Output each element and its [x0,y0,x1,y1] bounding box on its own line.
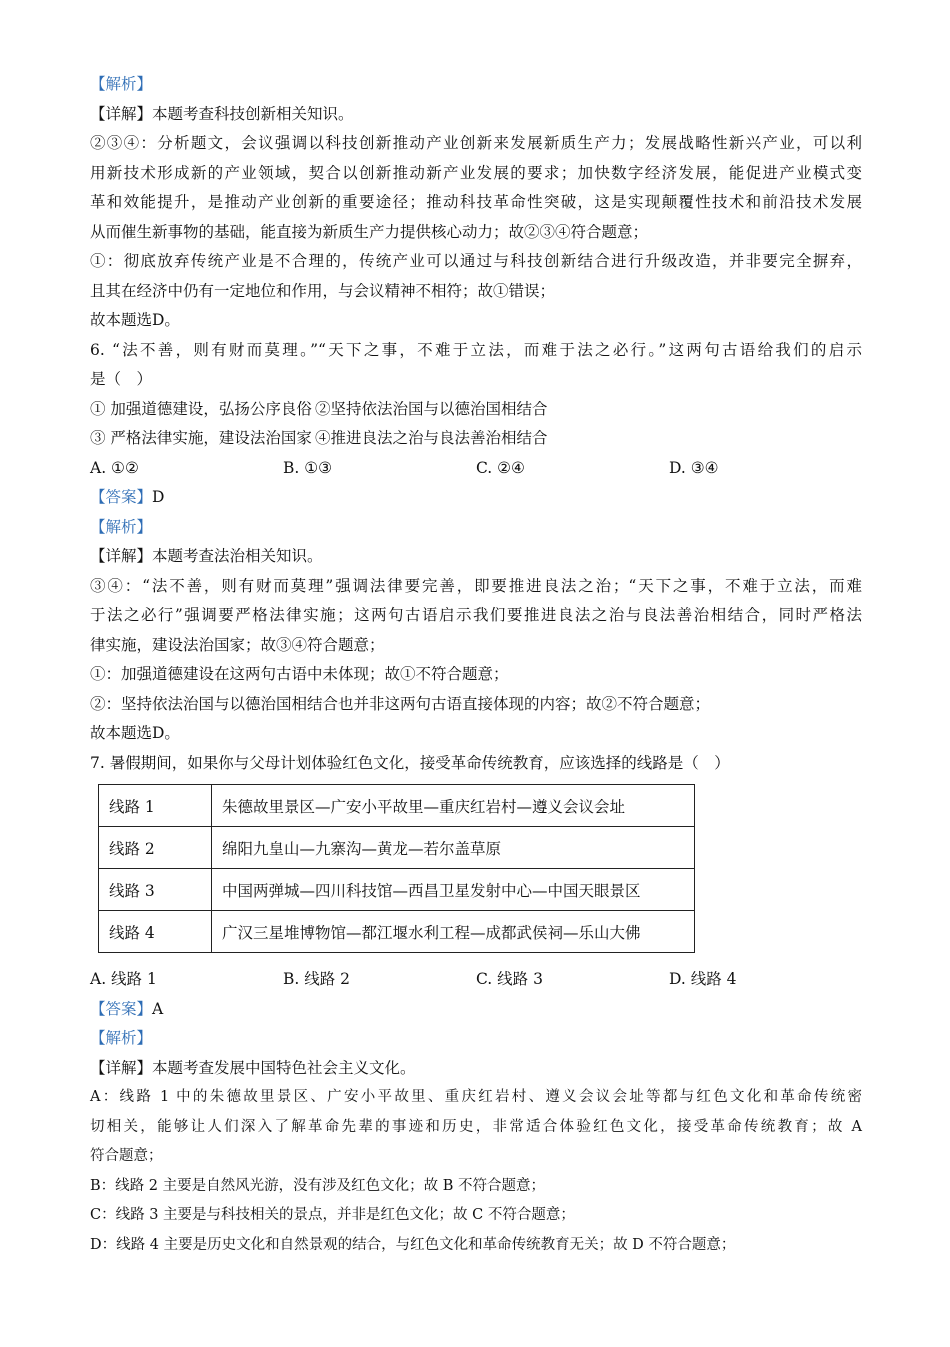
option-c: C. ②④ [476,458,525,477]
table-row [99,911,695,953]
statement-row [90,395,862,425]
answer-options [90,454,862,484]
answer-line [90,483,862,513]
option-a: A. 线路 1 [90,970,157,988]
route-path: 朱德故里景区—广安小平故里—重庆红岩村—遵义会议会址 [212,785,695,827]
option-b: B. ①③ [283,458,333,477]
answer-value: D [152,488,165,506]
analysis-line: 用新技术形成新的产业领域，契合以创新推动新产业发展的要求；加快数字经济发展，能促进产业模式变 [90,163,862,182]
answer-options [90,965,862,995]
analysis-tag: 【解析】 [90,517,153,536]
document-page [90,70,862,1260]
conclusion-line: 故本题选D。 [90,724,180,742]
question-stem: 7. 暑假期间，如果你与父母计划体验红色文化，接受革命传统教育，应该选择的线路是（ ） [90,753,730,772]
analysis-line: ①：加强道德建设在这两句古语中未体现；故①不符合题意； [90,665,509,683]
detail-line: 【详解】本题考查法治相关知识。 [90,547,323,565]
option-a: A. ①② [90,458,139,477]
conclusion-line: 故本题选D。 [90,311,180,329]
option-d: D. 线路 4 [669,970,737,988]
analysis-line: 从而催生新事物的基础，能直接为新质生产力提供核心动力；故②③④符合题意； [90,222,649,241]
answer-value: A [152,999,164,1018]
route-path: 广汉三星堆博物馆—都江堰水利工程—成都武侯祠—乐山大佛 [212,911,695,953]
option-d: D. ③④ [669,458,719,477]
statement-item: ③ 严格法律实施，建设法治国家 [90,429,312,447]
table-row [99,785,695,827]
question-stem: 是（ ） [90,370,153,388]
analysis-line: ②③④：分析题文，会议强调以科技创新推动产业创新来发展新质生产力；发展战略性新兴产业，可以利 [90,134,862,152]
statement-item: ④推进良法之治与良法善治相结合 [315,429,548,447]
analysis-line: ③④：“法不善，则有财而莫理”强调法律要完善，即要推进良法之治；“天下之事，不难于立法，而难 [90,576,862,595]
analysis-line: A：线路 1 中的朱德故里景区、广安小平故里、重庆红岩村、遵义会议会址等都与红色文化和革命传统密 [90,1089,862,1105]
route-name: 线路 1 [99,785,212,827]
answer-tag: 【答案】 [90,999,153,1018]
statement-row [90,424,862,454]
analysis-line: 符合题意； [90,1148,163,1164]
route-path: 中国两弹城—四川科技馆—西昌卫星发射中心—中国天眼景区 [212,869,695,911]
analysis-line: B：线路 2 主要是自然风光游，没有涉及红色文化；故 B 不符合题意； [90,1177,545,1194]
question-stem: 6. “法不善，则有财而莫理。”“天下之事，不难于立法，而难于法之必行。”这两句古语给我们的启示 [90,340,862,359]
detail-line: 【详解】本题考查发展中国特色社会主义文化。 [90,1058,416,1077]
analysis-line: 于法之必行”强调要严格法律实施；这两句古语启示我们要推进良法之治与良法善治相结合，同时严格法 [90,606,862,624]
table-row [99,869,695,911]
answer-tag: 【答案】 [90,488,153,506]
analysis-tag: 【解析】 [90,75,153,93]
analysis-line: 律实施，建设法治国家；故③④符合题意； [90,635,385,654]
answer-line [90,995,862,1025]
analysis-line: ①：彻底放弃传统产业是不合理的，传统产业可以通过与科技创新结合进行升级改造，并非要完全摒弃， [90,252,862,270]
statement-item: ②坚持依法治国与以德治国相结合 [315,399,548,418]
option-c: C. 线路 3 [476,970,543,988]
route-name: 线路 3 [99,869,212,911]
table-row [99,827,695,869]
analysis-line: ②：坚持依法治国与以德治国相结合也并非这两句古语直接体现的内容；故②不符合题意； [90,694,711,713]
analysis-line: 且其在经济中仍有一定地位和作用，与会议精神不相符；故①错误； [90,281,556,300]
analysis-tag: 【解析】 [90,1029,153,1047]
option-b: B. 线路 2 [283,970,351,988]
route-name: 线路 4 [99,911,212,953]
analysis-line: 切相关，能够让人们深入了解革命先辈的事迹和历史，非常适合体验红色文化，接受革命传统教育；故 A [90,1118,862,1135]
route-path: 绵阳九皇山—九寨沟—黄龙—若尔盖草原 [212,827,695,869]
statement-item: ① 加强道德建设，弘扬公序良俗 [90,399,312,418]
analysis-line: 革和效能提升，是推动产业创新的重要途径；推动科技革命性突破，这是实现颠覆性技术和前沿技术发展 [90,193,862,211]
routes-table [98,784,695,953]
detail-line: 【详解】本题考查科技创新相关知识。 [90,104,354,123]
analysis-line: C：线路 3 主要是与科技相关的景点，并非是红色文化；故 C 不符合题意； [90,1207,575,1223]
route-name: 线路 2 [99,827,212,869]
analysis-line: D：线路 4 主要是历史文化和自然景观的结合，与红色文化和革命传统教育无关；故 D 不符合题意； [90,1236,736,1253]
